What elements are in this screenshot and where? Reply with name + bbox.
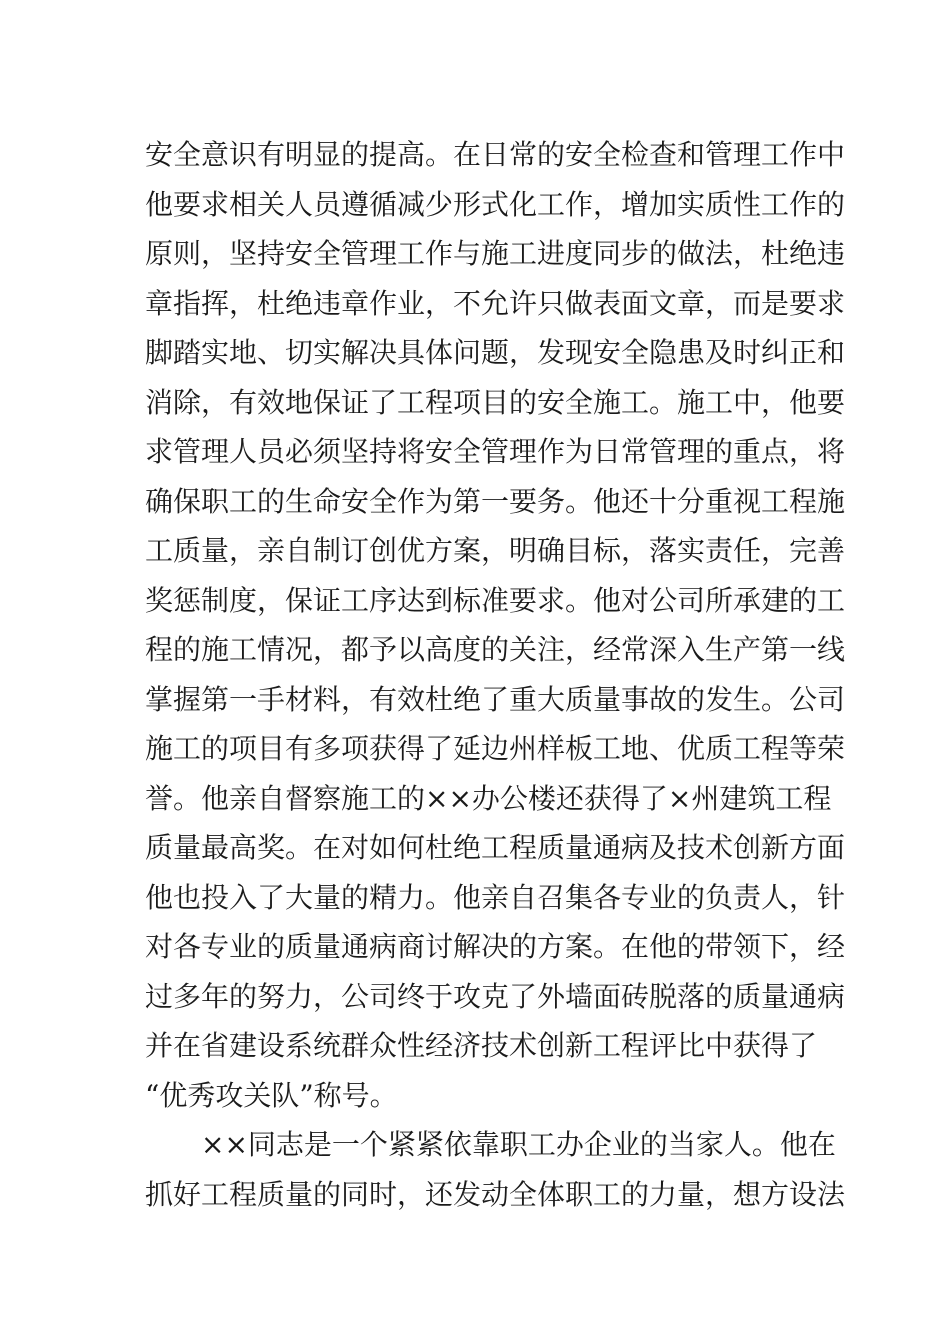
text-line: 掌握第一手材料，有效杜绝了重大质量事故的发生。公司 bbox=[145, 682, 846, 716]
text-line: 原则，坚持安全管理工作与施工进度同步的做法，杜绝违 bbox=[145, 237, 846, 270]
text-line: 安全意识有明显的提高。在日常的安全检查和管理工作中 bbox=[145, 138, 846, 171]
text-line: 誉。他亲自督察施工的××办公楼还获得了×州建筑工程 bbox=[145, 781, 832, 815]
text-line: 他要求相关人员遵循减少形式化工作，增加实质性工作的 bbox=[145, 187, 846, 221]
text-line: 确保职工的生命安全作为第一要务。他还十分重视工程施 bbox=[145, 484, 846, 518]
text-line: 消除，有效地保证了工程项目的安全施工。施工中，他要 bbox=[145, 385, 846, 419]
text-line: 施工的项目有多项获得了延边州样板工地、优质工程等荣 bbox=[145, 732, 846, 765]
text-line: 他也投入了大量的精力。他亲自召集各专业的负责人，针 bbox=[145, 880, 846, 914]
paragraph-start-line: ××同志是一个紧紧依靠职工办企业的当家人。他在 bbox=[201, 1128, 836, 1161]
paragraph-end-line: “优秀攻关队”称号。 bbox=[145, 1078, 398, 1112]
text-line: 对各专业的质量通病商讨解决的方案。在他的带领下，经 bbox=[145, 930, 846, 963]
text-line: 章指挥，杜绝违章作业，不允许只做表面文章，而是要求 bbox=[145, 286, 846, 320]
text-line: 程的施工情况，都予以高度的关注，经常深入生产第一线 bbox=[145, 633, 846, 666]
text-line: 求管理人员必须坚持将安全管理作为日常管理的重点，将 bbox=[145, 435, 846, 468]
body-text bbox=[145, 130, 846, 1219]
text-line: 奖惩制度，保证工序达到标准要求。他对公司所承建的工 bbox=[145, 583, 846, 617]
text-line: 抓好工程质量的同时，还发动全体职工的力量，想方设法 bbox=[145, 1177, 846, 1211]
text-line: 工质量，亲自制订创优方案，明确目标，落实责任，完善 bbox=[145, 534, 846, 567]
text-line: 并在省建设系统群众性经济技术创新工程评比中获得了 bbox=[145, 1029, 818, 1062]
text-line: 过多年的努力，公司终于攻克了外墙面砖脱落的质量通病 bbox=[145, 979, 846, 1013]
text-line: 质量最高奖。在对如何杜绝工程质量通病及技术创新方面 bbox=[145, 831, 846, 864]
text-line: 脚踏实地、切实解决具体问题，发现安全隐患及时纠正和 bbox=[145, 336, 846, 369]
